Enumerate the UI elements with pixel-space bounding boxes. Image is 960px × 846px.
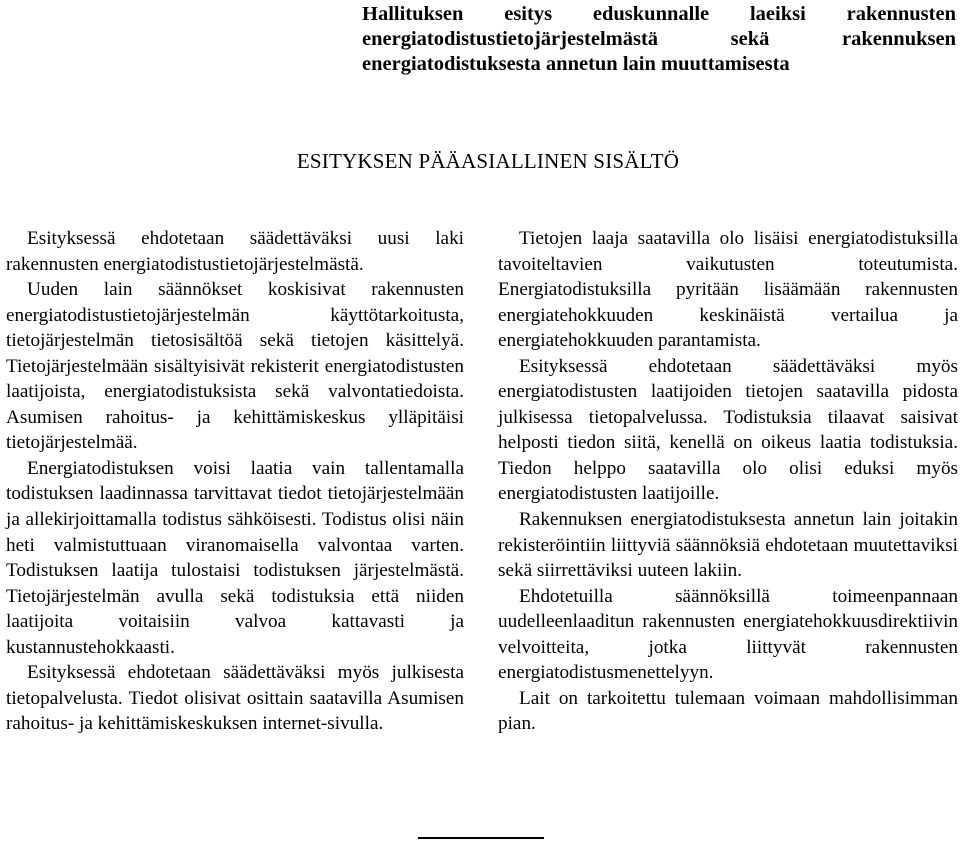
right-paragraph-2: Esityksessä ehdotetaan säädettäväksi myös energiatodistusten laatijoiden tietojen saatavilla pidosta julkisessa tietopalvelussa. Todistuksia tilaavat saisivat helposti tiedon siitä, kenellä on oikeus laatia todistuksia. Tiedon helppo saatavilla olo olisi eduksi myös energiatodistusten laatijoille.: [498, 355, 958, 505]
right-paragraph-5: Lait on tarkoitettu tulemaan voimaan mahdollisimman pian.: [498, 687, 958, 735]
left-paragraph-2: Uuden lain säännökset koskisivat rakennusten energiatodistustietojärjestelmän käyttötarkoitusta, tietojärjestelmän tietosisältöä sekä tietojen käsittelyä. Tietojärjestelmään sisältyisivät rekisterit energiatodistusten laatijoista, energiatodistuksista sekä valvontatiedoista. Asumisen rahoitus- ja kehittämiskeskus ylläpitäisi tietojärjestelmää.: [6, 279, 464, 454]
title-line-2: energiatodistustietojärjestelmästä sekä rakennuksen: [362, 28, 956, 50]
right-paragraph-3: Rakennuksen energiatodistuksesta annetun lain joitakin rekisteröintiin liittyviä säännöksiä ehdotetaan muutettaviksi sekä siirrettäviksi uuteen lakiin.: [498, 509, 958, 582]
right-paragraph-4: Ehdotetuilla säännöksillä toimeenpannaan uudelleenlaaditun rakennusten energiatehokkuusdirektiivin velvoitteita, jotka liittyvät rakennusten energiatodistusmenettelyyn.: [498, 585, 958, 684]
footer-separator-line: [418, 837, 544, 839]
title-line-3: energiatodistuksesta annetun lain muuttamisesta: [362, 53, 790, 75]
left-paragraph-3: Energiatodistuksen voisi laatia vain tallentamalla todistuksen laadinnassa tarvittavat tiedot tietojärjestelmään ja allekirjoittamalla todistus sähköisesti. Todistus olisi näin heti valmistuttuaan viranomaisella valvontaa varten. Todistuksen laatija tulostaisi todistuksen järjestelmästä. Tietojärjestelmän avulla sekä todistuksia että niiden laatijoita voitaisiin valvoa kattavasti ja kustannustehokkaasti.: [6, 457, 464, 658]
document-title: [362, 2, 956, 77]
right-paragraph-1: Tietojen laaja saatavilla olo lisäisi energiatodistuksilla tavoiteltavien vaikutusten toteutumista. Energiatodistuksilla pyritään lisäämään rakennusten energiatehokkuuden keskinäistä vertailua ja energiatehokkuuden parantamista.: [498, 228, 958, 352]
left-text-column: [6, 226, 464, 737]
right-text-column: [498, 226, 958, 737]
section-heading: ESITYKSEN PÄÄASIALLINEN SISÄLTÖ: [296, 149, 680, 173]
title-line-1: Hallituksen esitys eduskunnalle laeiksi rakennusten: [362, 3, 956, 25]
left-paragraph-1: Esityksessä ehdotetaan säädettäväksi uusi laki rakennusten energiatodistustietojärjestelmästä.: [6, 228, 464, 275]
left-paragraph-4: Esityksessä ehdotetaan säädettäväksi myös julkisesta tietopalvelusta. Tiedot olisivat osittain saatavilla Asumisen rahoitus- ja kehittämiskeskuksen internet-sivulla.: [6, 662, 464, 735]
